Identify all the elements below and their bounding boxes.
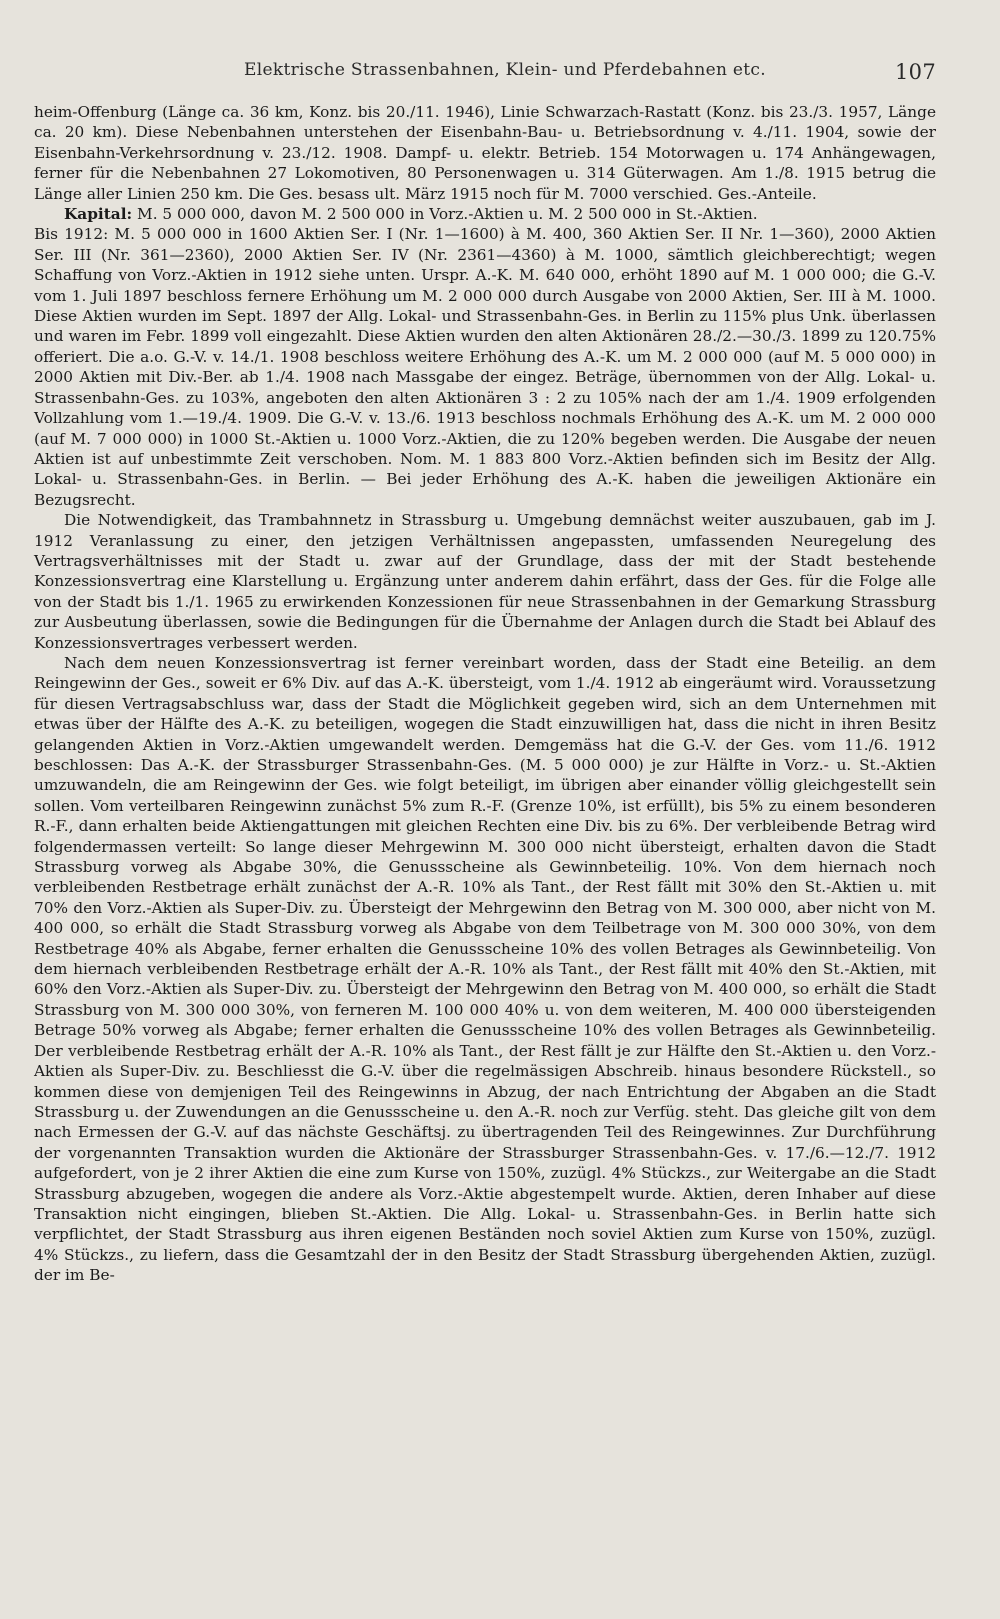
running-title: Elektrische Strassenbahnen, Klein- und Pferdebahnen etc.: [244, 60, 766, 80]
paragraph-capital-history: Bis 1912: M. 5 000 000 in 1600 Aktien Ser. I (Nr. 1—1600) à M. 400, 360 Aktien Ser. II Nr. 1—360), 2000 Aktien Ser. III (Nr. 361—2360), 2000 Aktien Ser. IV (Nr. 2361—4360) à M. 1000, sämtlich gleichberechtigt; wegen Schaffung von Vorz.-Aktien in 1912 siehe unten. Urspr. A.-K. M. 640 000, erhöht 1890 auf M. 1 000 000; die G.-V. vom 1. Juli 1897 beschloss fernere Erhöhung um M. 2 000 000 durch Ausgabe von 2000 Aktien, Ser. III à M. 1000. Diese Aktien wurden im Sept. 1897 der Allg. Lokal- und Strassenbahn-Ges. in Berlin zu 115% plus Unk. überlassen und waren im Febr. 1899 voll eingezahlt. Diese Aktien wurden den alten Aktionären 28./2.—30./3. 1899 zu 120.75% offeriert. Die a.o. G.-V. v. 14./1. 1908 beschloss weitere Erhöhung des A.-K. um M. 2 000 000 (auf M. 5 000 000) in 2000 Aktien mit Div.-Ber. ab 1./4. 1908 nach Massgabe der eingez. Beträge, übernommen von der Allg. Lokal- u. Strassenbahn-Ges. zu 103%, angeboten den alten Aktionären 3 : 2 zu 105% nach der am 1./4. 1909 erfolgenden Vollzahlung vom 1.—19./4. 1909. Die G.-V. v. 13./6. 1913 beschloss nochmals Erhöhung des A.-K. um M. 2 000 000 (auf M. 7 000 000) in 1000 St.-Aktien u. 1000 Vorz.-Aktien, die zu 120% begeben werden. Die Ausgabe der neuen Aktien ist auf unbestimmte Zeit verschoben. Nom. M. 1 883 800 Vorz.-Aktien befinden sich im Besitz der Allg. Lokal- u. Strassenbahn-Ges. in Berlin. — Bei jeder Erhöhung des A.-K. haben die jeweiligen Aktionäre ein Bezugsrecht.: [34, 225, 936, 509]
page-number: 107: [895, 60, 936, 84]
paragraph-concession-contract: Nach dem neuen Konzessionsvertrag ist ferner vereinbart worden, dass der Stadt eine Beteilig. an dem Reingewinn der Ges., soweit er 6% Div. auf das A.-K. übersteigt, vom 1./4. 1912 ab eingeräumt wird. Voraussetzung für diesen Vertragsabschluss war, dass der Stadt die Möglichkeit gegeben wird, sich an dem Unternehmen mit etwas über der Hälfte des A.-K. zu beteiligen, wogegen die Stadt einzuwilligen hat, dass die nicht in ihren Besitz gelangenden Aktien in Vorz.-Aktien umgewandelt werden. Demgemäss hat die G.-V. der Ges. vom 11./6. 1912 beschlossen: Das A.-K. der Strassburger Strassenbahn-Ges. (M. 5 000 000) je zur Hälfte in Vorz.- u. St.-Aktien umzuwandeln, die am Reingewinn der Ges. wie folgt beteiligt, im übrigen aber einander völlig gleichgestellt sein sollen. Vom verteilbaren Reingewinn zunächst 5% zum R.-F. (Grenze 10%, ist erfüllt), bis 5% zu einem besonderen R.-F., dann erhalten beide Aktiengattungen mit gleichen Rechten eine Div. bis zu 6%. Der verbleibende Betrag wird folgendermassen verteilt: So lange dieser Mehrgewinn M. 300 000 nicht übersteigt, erhalten davon die Stadt Strassburg vorweg als Abgabe 30%, die Genussscheine als Gewinnbeteilig. 10%. Von dem hiernach noch verbleibenden Restbetrage erhält zunächst der A.-R. 10% als Tant., der Rest fällt mit 30% den St.-Aktien u. mit 70% den Vorz.-Aktien als Super-Div. zu. Übersteigt der Mehrgewinn den Betrag von M. 300 000, aber nicht von M. 400 000, so erhält die Stadt Strassburg vorweg als Abgabe von dem Teilbetrage von M. 300 000 30%, von dem Restbetrage 40% als Abgabe, ferner erhalten die Genussscheine 10% des vollen Betrages als Gewinnbeteilig. Von dem hiernach verbleibenden Restbetrage erhält der A.-R. 10% als Tant., der Rest fällt mit 40% den St.-Aktien, mit 60% den Vorz.-Aktien als Super-Div. zu. Übersteigt der Mehrgewinn den Betrag von M. 400 000, so erhält die Stadt Strassburg von M. 300 000 30%, von ferneren M. 100 000 40% u. von dem weiteren, M. 400 000 übersteigenden Betrage 50% vorweg als Abgabe; ferner erhalten die Genussscheine 10% des vollen Betrages als Gewinnbeteilig. Der verbleibende Restbetrag erhält der A.-R. 10% als Tant., der Rest fällt je zur Hälfte den St.-Aktien u. den Vorz.-Aktien als Super-Div. zu. Beschliesst die G.-V. über die regelmässigen Abschreib. hinaus besondere Rückstell., so kommen diese von demjenigen Teil des Reingewinns in Abzug, der nach Entrichtung der Abgaben an die Stadt Strassburg u. der Zuwendungen an die Genussscheine u. den A.-R. noch zur Verfüg. steht. Das gleiche gilt von dem nach Ermessen der G.-V. auf das nächste Geschäftsj. zu übertragenden Teil des Reingewinnes. Zur Durchführung der vorgenannten Transaktion wurden die Aktionäre der Strassburger Strassenbahn-Ges. v. 17./6.—12./7. 1912 aufgefordert, von je 2 ihrer Aktien die eine zum Kurse von 150%, zuzügl. 4% Stückzs., zur Weitergabe an die Stadt Strassburg abzugeben, wogegen die andere als Vorz.-Aktie abgestempelt wurde. Aktien, deren Inhaber auf diese Transaktion nicht eingingen, blieben St.-Aktien. Die Allg. Lokal- u. Strassenbahn-Ges. in Berlin hatte sich verpflichtet, der Stadt Strassburg aus ihren eigenen Beständen noch soviel Aktien zum Kurse von 150%, zuzügl. 4% Stückzs., zu liefern, dass die Gesamtzahl der in den Besitz der Stadt Strassburg übergehenden Aktien, zuzügl. der im Be-: [34, 653, 936, 1285]
page-body: [34, 102, 936, 1286]
paragraph-company-lines: heim-Offenburg (Länge ca. 36 km, Konz. bis 20./11. 1946), Linie Schwarzach-Rastatt (Konz. bis 23./3. 1957, Länge ca. 20 km). Diese Nebenbahnen unterstehen der Eisenbahn-Bau- u. Betriebsordnung v. 4./11. 1904, sowie der Eisenbahn-Verkehrsordnung v. 23./12. 1908. Dampf- u. elektr. Betrieb. 154 Motorwagen u. 174 Anhängewagen, ferner für die Nebenbahnen 27 Lokomotiven, 80 Personenwagen u. 314 Güterwagen. Am 1./8. 1915 betrug die Länge aller Linien 250 km. Die Ges. besass ult. März 1915 noch für M. 7000 verschied. Ges.-Anteile.: [34, 103, 936, 203]
kapital-label: Kapital:: [64, 205, 133, 224]
paragraph-tram-network: Die Notwendigkeit, das Trambahnnetz in Strassburg u. Umgebung demnächst weiter auszubauen, gab im J. 1912 Veranlassung zu einer, den jetzigen Verhältnissen angepassten, umfassenden Neuregelung des Vertragsverhältnisses mit der Stadt u. zwar auf der Grundlage, dass der mit der Stadt bestehende Konzessionsvertrag eine Klarstellung u. Ergänzung unter anderem dahin erfährt, dass der Ges. für die Folge alle von der Stadt bis 1./1. 1965 zu erwirkenden Konzessionen für neue Strassenbahnen in der Gemarkung Strassburg zur Ausbeutung überlassen, sowie die Bedingungen für die Übernahme der Anlagen durch die Stadt bei Ablauf des Konzessionsvertrages verbessert werden.: [34, 511, 936, 652]
kapital-text: M. 5 000 000, davon M. 2 500 000 in Vorz.-Aktien u. M. 2 500 000 in St.-Aktien.: [137, 205, 758, 224]
page-header: [34, 60, 936, 94]
paragraph-kapital: [34, 204, 936, 224]
